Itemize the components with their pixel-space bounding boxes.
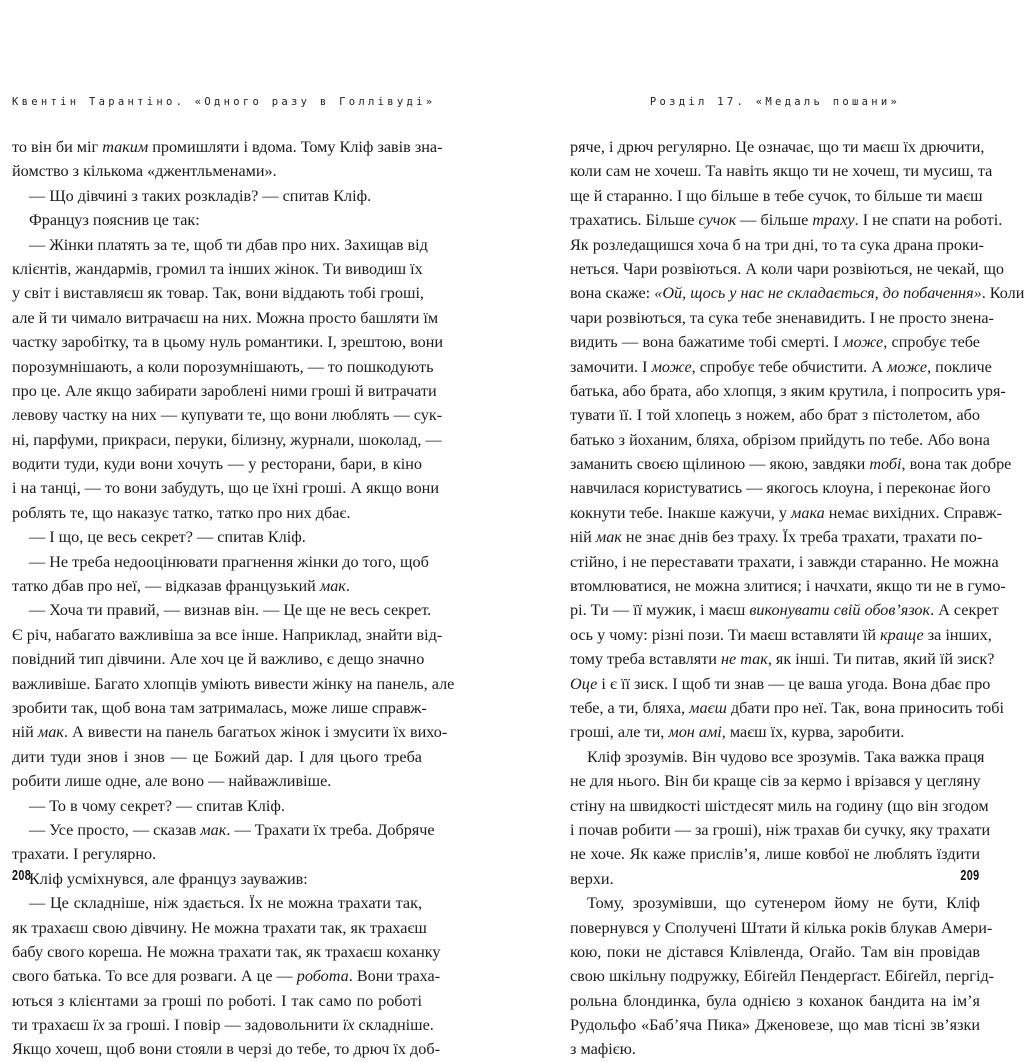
page-number-left: 208: [12, 867, 32, 884]
text-line: [12, 184, 422, 208]
text-run: стійно, і не переставати трахати, і завжди старанно. Не можна: [570, 552, 999, 571]
text-line: [570, 379, 1006, 403]
text-run: повернувся у Сполучені Штати й кілька років блукав Амери-: [570, 918, 993, 937]
text-run: верхи.: [570, 869, 614, 888]
text-line: [12, 745, 422, 769]
text-line: [12, 428, 442, 452]
italic-text: їх: [342, 1016, 355, 1035]
body-text-left: [12, 135, 455, 1062]
text-line: [570, 696, 1005, 720]
text-run: трахати. І регулярно.: [12, 845, 157, 864]
text-run: кою, поки не дістався Клівленда, Огайо. Там він провідав: [570, 942, 980, 961]
italic-text: виконувати свій обов’язок: [749, 601, 931, 620]
text-run: рольна блондинка, була однією з коханок бандита на ім’я: [570, 991, 980, 1010]
italic-text: може: [651, 357, 692, 376]
text-line: [570, 647, 995, 671]
text-run: роблять те, що наказує татко, татко про них дбає.: [12, 503, 351, 522]
text-run: батька, або брата, або хлопця, з яким крутила, і попросить уря-: [570, 381, 1006, 400]
text-run: — Що дівчині з таких розкладів? — спитав Кліф.: [29, 186, 372, 205]
text-run: — більше: [736, 211, 813, 230]
text-run: . А секрет: [930, 601, 999, 620]
text-line: [12, 476, 439, 500]
italic-text: мак: [595, 528, 622, 547]
text-run: ні, парфуми, прикраси, перуки, білизну, журнали, шоколад, —: [12, 430, 442, 449]
text-run: промишляти і вдома. Тому Кліф завів зна-: [148, 138, 443, 156]
text-line: [570, 964, 995, 988]
text-line: [570, 794, 989, 818]
text-run: ще й старанно. І що більше в тебе сучок, то більше ти маєш: [570, 186, 983, 205]
running-head-left: Квентін Тарантіно. «Одного разу в Голлівуді»: [12, 96, 436, 108]
text-run: свою шкільну подружку, Ебіґейл Пендерґаст. Ебіґейл, пергід-: [570, 967, 995, 986]
text-line: [12, 818, 435, 842]
text-line: [570, 891, 980, 915]
text-line: [570, 598, 999, 622]
italic-text: робота: [296, 967, 349, 986]
text-line: [12, 452, 422, 476]
text-run: бабу свого кореша. Не можна трахати так, як трахаєш коханку: [12, 942, 441, 961]
text-line: [570, 745, 985, 769]
text-run: батько з йоханим, бляха, обрізом прийдуть по тебе. Або вона: [570, 430, 990, 449]
text-line: [570, 403, 980, 427]
text-run: і почав робити — за гроші), ніж трахав би сучку, яку трахати: [570, 820, 991, 839]
text-run: складніше.: [354, 1016, 434, 1035]
text-run: за інших,: [923, 625, 992, 644]
text-run: , спробує тебе обчистити. А: [691, 357, 887, 376]
text-line: [12, 501, 422, 525]
text-run: — І що, це весь секрет? — спитав Кліф.: [29, 528, 306, 547]
text-line: [12, 964, 441, 988]
text-run: ось у чому: різні пози. Ти маєш вставляти їй: [570, 625, 881, 644]
text-line: [570, 428, 990, 452]
text-run: тувати її. І той хлопець з ножем, або брат з пістолетом, або: [570, 406, 980, 425]
text-run: трахатись. Більше: [570, 211, 699, 230]
text-line: [570, 672, 991, 696]
text-line: [570, 306, 994, 330]
italic-text: «Ой, щось у нас не складається, до побачення»: [654, 284, 982, 303]
running-head-right: Розділ 17. «Медаль пошани»: [649, 96, 901, 108]
text-line: [12, 233, 428, 257]
text-line: [570, 501, 1003, 525]
text-line: [12, 330, 444, 354]
text-run: .: [345, 577, 350, 596]
text-run: , вона так добре: [901, 455, 1012, 474]
text-run: робити лише одне, але воно — найважливіше.: [12, 772, 332, 791]
text-run: видить — вона бажатиме тобі смерті. І: [570, 333, 844, 352]
text-line: [12, 696, 427, 720]
text-run: з мафією.: [570, 1040, 636, 1059]
text-line: [12, 940, 441, 964]
text-run: . А вивести на панель багатьох жінок і змусити їх вихо-: [63, 723, 448, 742]
text-line: [570, 940, 980, 964]
text-run: татко дбав про неї, — відказав французький: [12, 577, 320, 596]
text-line: [570, 452, 1012, 476]
text-line: [12, 647, 425, 671]
text-line: [570, 550, 999, 574]
text-line: [570, 1037, 980, 1061]
text-line: [12, 306, 439, 330]
text-run: кокнути тебе. Інакше кажучи, у: [570, 503, 792, 522]
text-line: [12, 720, 448, 744]
text-line: [570, 1013, 980, 1037]
text-line: [570, 135, 985, 159]
text-run: , покличе: [927, 357, 992, 376]
italic-text: може: [887, 357, 928, 376]
text-line: [570, 525, 983, 549]
text-line: [570, 842, 980, 866]
text-run: Кліф зрозумів. Він чудово все зрозумів. Така важка праця: [587, 747, 985, 766]
italic-text: мак: [37, 723, 64, 742]
text-line: [12, 891, 422, 915]
text-line: [12, 842, 422, 866]
text-run: навчилася користуватись — якогось клоуна, і переконає його: [570, 479, 991, 498]
italic-text: не так: [720, 650, 768, 669]
text-line: [570, 233, 984, 257]
text-run: важливіше. Багато хлопців уміють вивести жінку на панель, але: [12, 674, 455, 693]
body-text-right: [570, 135, 1024, 1062]
text-line: [570, 623, 992, 647]
text-run: повідний тип дівчини. Але хоч це й важливо, є дещо значно: [12, 650, 425, 669]
text-run: клієнтів, жандармів, громил та інших жінок. Ти виводиш їх: [12, 259, 423, 278]
text-line: [12, 867, 422, 891]
text-run: Француз пояснив це так:: [29, 211, 200, 230]
text-run: — Жінки платять за те, щоб ти дбав про них. Захищав від: [29, 235, 428, 254]
text-run: — То в чому секрет? — спитав Кліф.: [29, 796, 285, 815]
text-line: [570, 159, 993, 183]
text-run: тому треба вставляти: [570, 650, 721, 669]
text-run: . Коли: [981, 284, 1024, 303]
text-run: — Це складніше, ніж здається. Їх не можна трахати так,: [29, 894, 422, 913]
text-run: Якщо хочеш, щоб вони стояли в черзі до тебе, то дрюч їх доб-: [12, 1040, 440, 1059]
text-run: , спробує тебе: [883, 333, 980, 352]
text-line: [12, 550, 429, 574]
text-line: [12, 1037, 440, 1061]
text-run: і на танці, — то вони забудуть, що це їхні гроші. А якщо вони: [12, 479, 439, 498]
text-line: [12, 672, 455, 696]
italic-text: сучок: [698, 211, 737, 230]
text-run: немає вихідних. Справж-: [824, 503, 1003, 522]
text-line: [570, 184, 983, 208]
text-line: [12, 208, 422, 232]
text-line: [12, 769, 422, 793]
text-run: коли сам не хочеш. Та навіть якщо ти не хочеш, ти мусиш, та: [570, 162, 993, 181]
text-line: [12, 355, 434, 379]
text-run: втомлюватися, не можна злитися; і начхати, якщо ти не в гумо-: [570, 577, 1006, 596]
text-run: ній: [12, 723, 38, 742]
text-run: і є її зиск. І щоб ти знав — це ваша угода. Вона дбає про: [597, 674, 991, 693]
text-line: [570, 867, 980, 891]
text-run: — Не треба недооцінювати прагнення жінки до того, щоб: [29, 552, 429, 571]
text-run: Тому, зрозумівши, що сутенером йому не бути, Кліф: [587, 894, 980, 913]
italic-text: таким: [102, 138, 149, 156]
text-run: частку заробітку, та в цьому нуль романтики. І, зрештою, вони: [12, 333, 444, 352]
text-run: . Вони траха-: [348, 967, 441, 986]
text-run: ються з клієнтами за гроші по роботі. І так само по роботі: [12, 991, 422, 1010]
text-run: порозумнішають, а коли порозумнішають, — то пошкодують: [12, 357, 434, 376]
right-page: [570, 0, 1024, 1059]
italic-text: їх: [92, 1016, 105, 1035]
text-run: левову частку на них — купувати те, що вони люблять — сук-: [12, 406, 443, 425]
text-run: не для нього. Він би краще сів за кермо і врізався у цегляну: [570, 772, 981, 791]
text-run: дити туди знов і знов — це Божий дар. І для цього треба: [12, 747, 422, 766]
text-run: зробити так, щоб вона там затрималась, може лише справж-: [12, 698, 427, 717]
text-run: рі. Ти — її мужик, і маєш: [570, 601, 750, 620]
italic-text: може: [843, 333, 884, 352]
italic-text: Оце: [570, 674, 598, 693]
text-line: [570, 574, 1006, 598]
text-run: Як розледащишся хоча б на три дні, то та сука драна проки-: [570, 235, 984, 254]
text-line: [570, 257, 1005, 281]
text-line: [12, 281, 422, 305]
text-line: [570, 330, 980, 354]
text-run: як трахаєш свою дівчину. Не можна трахати так, як трахаєш: [12, 918, 427, 937]
text-line: [570, 720, 980, 744]
text-run: не хоче. Як каже прислів’я, лише ковбої не люблять їздити: [570, 845, 980, 864]
text-line: [12, 989, 422, 1013]
text-run: . — Трахати їх треба. Добряче: [226, 820, 435, 839]
italic-text: маєш: [689, 698, 727, 717]
text-run: замочити. І: [570, 357, 652, 376]
text-run: у світ і виставляєш як товар. Так, вони віддають тобі гроші,: [12, 284, 424, 303]
italic-text: траху: [812, 211, 855, 230]
text-line: [570, 916, 993, 940]
text-run: не знає днів без траху. Їх треба трахати, трахати по-: [621, 528, 983, 547]
text-line: [570, 476, 991, 500]
text-run: заманить своєю щілиною — якою, завдяки: [570, 455, 870, 474]
text-run: свого батька. То все для розваги. А це —: [12, 967, 297, 986]
text-run: стіну на швидкості шістдесят миль на годину (що він згодом: [570, 796, 989, 815]
text-run: ній: [570, 528, 596, 547]
text-line: [12, 159, 422, 183]
text-run: неться. Чари розвіються. А коли чари розвіються, не чекай, що: [570, 259, 1005, 278]
italic-text: мак: [319, 577, 346, 596]
text-run: ти трахаєш: [12, 1016, 93, 1035]
text-run: , як інші. Ти питав, який їй зиск?: [767, 650, 995, 669]
text-run: Є річ, набагато важливіша за все інше. Наприклад, знайти від-: [12, 625, 443, 644]
text-line: [12, 525, 422, 549]
text-line: [12, 598, 432, 622]
text-line: [12, 379, 437, 403]
text-line: [570, 989, 980, 1013]
text-line: [570, 769, 980, 793]
text-line: [12, 403, 443, 427]
text-run: ряче, і дрюч регулярно. Це означає, що ти маєш їх дрючити,: [570, 138, 985, 156]
text-line: [12, 916, 427, 940]
text-run: гроші, але ти,: [570, 723, 669, 742]
text-run: . І не спати на роботі.: [854, 211, 1003, 230]
text-line: [12, 574, 422, 598]
italic-text: мон амі,: [668, 723, 726, 742]
text-run: то він би міг: [12, 138, 103, 156]
text-run: йомство з кількома «джентльменами».: [12, 162, 277, 181]
text-run: тебе, а ти, бляха,: [570, 698, 690, 717]
text-line: [12, 1013, 434, 1037]
text-run: — Хоча ти правий, — визнав він. — Це ще не весь секрет.: [29, 601, 432, 620]
text-line: [570, 281, 1024, 305]
text-run: маєш їх, курва, заробити.: [725, 723, 905, 742]
text-run: за гроші. І повір — задовольнити: [104, 1016, 343, 1035]
text-run: Кліф усміхнувся, але француз зауважив:: [29, 869, 308, 888]
italic-text: краще: [880, 625, 924, 644]
text-run: — Усе просто, — сказав: [29, 820, 201, 839]
italic-text: мак: [200, 820, 227, 839]
text-line: [12, 794, 422, 818]
text-line: [570, 355, 992, 379]
text-run: водити туди, куди вони хочуть — у ресторани, бари, в кіно: [12, 455, 422, 474]
text-line: [12, 623, 443, 647]
text-run: чари розвіються, та сука тебе зненавидить. І не просто знена-: [570, 308, 994, 327]
text-line: [12, 257, 422, 281]
text-run: але й ти чимало витрачаєш на них. Можна просто башляти їм: [12, 308, 439, 327]
text-run: вона скаже:: [570, 284, 655, 303]
text-line: [12, 135, 443, 159]
left-page: [12, 0, 455, 1059]
text-run: про це. Але якщо забирати зароблені ними гроші й витрачати: [12, 381, 437, 400]
italic-text: мака: [791, 503, 825, 522]
italic-text: тобі: [869, 455, 902, 474]
page-number-right: 209: [960, 867, 980, 884]
text-line: [570, 208, 1003, 232]
text-run: Рудольфо «Баб’яча Пика» Дженовезе, що мав тісні зв’язки: [570, 1016, 980, 1035]
text-run: дбати про неї. Так, вона приносить тобі: [726, 698, 1005, 717]
text-line: [570, 818, 991, 842]
